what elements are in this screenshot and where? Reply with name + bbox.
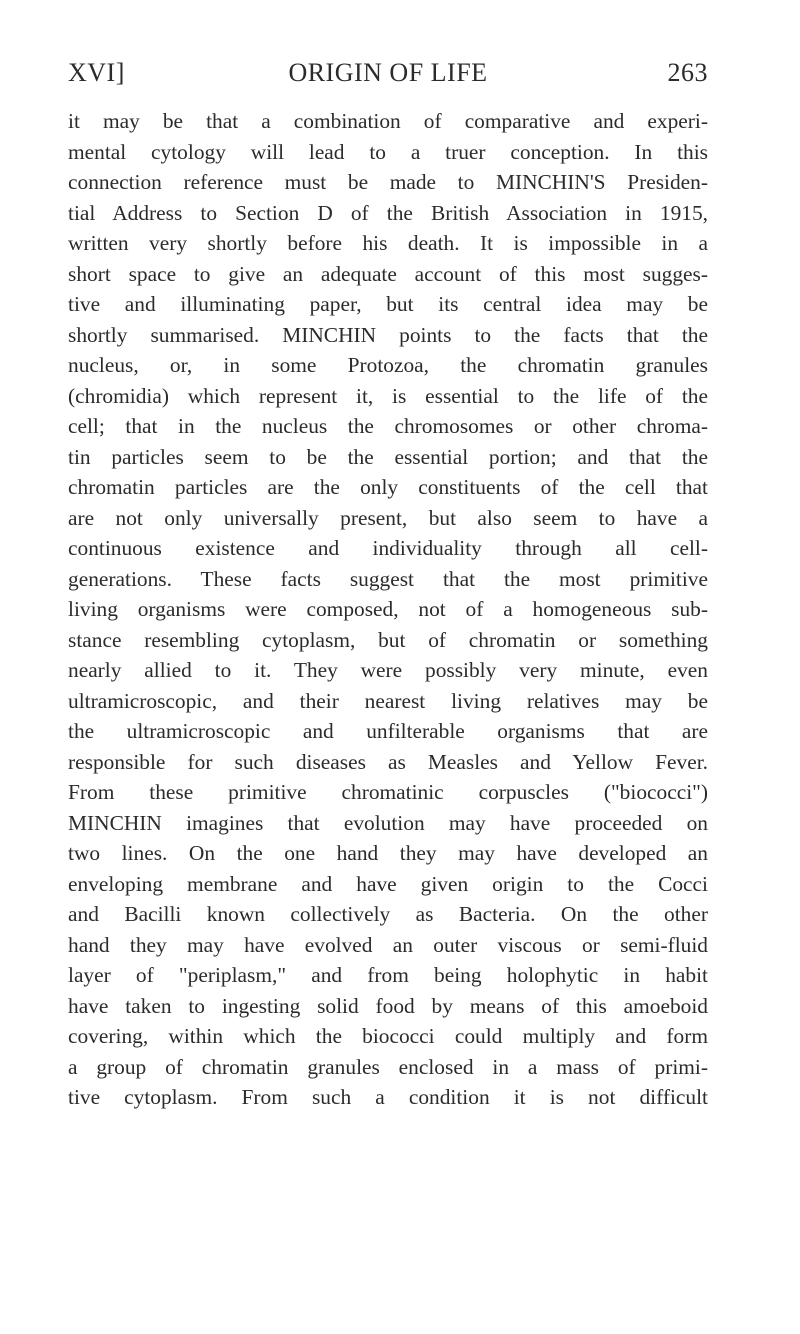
book-page: [68, 58, 708, 1113]
text-line: short space to give an adequate account of this most sugges-: [68, 261, 708, 286]
text-line: tive cytoplasm. From such a condition it is not difficult: [68, 1085, 708, 1109]
text-line: nearly allied to it. They were possibly very minute, even: [68, 658, 708, 682]
text-line: have taken to ingesting solid food by means of this amoeboid: [68, 993, 708, 1018]
text-line: layer of "periplasm," and from being holophytic in habit: [68, 963, 708, 987]
text-line: hand they may have evolved an outer viscous or semi-fluid: [68, 932, 708, 957]
text-line: tive and illuminating paper, but its central idea may be: [68, 292, 708, 316]
chapter-title: ORIGIN OF LIFE: [288, 58, 488, 87]
text-line: living organisms were composed, not of a homogeneous sub-: [68, 597, 708, 621]
running-head: [68, 58, 708, 94]
text-line: tin particles seem to be the essential portion; and that the: [68, 444, 708, 469]
text-line: continuous existence and individuality through all cell-: [68, 536, 708, 560]
body-paragraph: [68, 106, 708, 1113]
text-line: written very shortly before his death. It is impossible in a: [68, 231, 708, 255]
text-line: mental cytology will lead to a truer conception. In this: [68, 139, 708, 164]
text-line: connection reference must be made to MINCHIN'S Presiden-: [68, 170, 708, 194]
text-line: two lines. On the one hand they may have developed an: [68, 841, 708, 865]
page-number: 263: [667, 58, 708, 87]
text-line: are not only universally present, but also seem to have a: [68, 505, 708, 530]
text-line: shortly summarised. MINCHIN points to the facts that the: [68, 322, 708, 347]
text-line: a group of chromatin granules enclosed in a mass of primi-: [68, 1054, 708, 1079]
chapter-number: XVI]: [68, 58, 125, 87]
text-line: From these primitive chromatinic corpuscles ("biococci"): [68, 780, 708, 804]
text-line: ultramicroscopic, and their nearest living relatives may be: [68, 688, 708, 713]
text-line: generations. These facts suggest that the most primitive: [68, 566, 708, 591]
text-line: MINCHIN imagines that evolution may have proceeded on: [68, 810, 708, 835]
text-line: it may be that a combination of comparative and experi-: [68, 109, 708, 133]
text-line: tial Address to Section D of the British Association in 1915,: [68, 200, 708, 225]
text-line: nucleus, or, in some Protozoa, the chromatin granules: [68, 353, 708, 377]
text-line: (chromidia) which represent it, is essential to the life of the: [68, 383, 708, 408]
text-line: stance resembling cytoplasm, but of chromatin or something: [68, 627, 708, 652]
text-line: chromatin particles are the only constituents of the cell that: [68, 475, 708, 499]
text-line: responsible for such diseases as Measles and Yellow Fever.: [68, 749, 708, 774]
text-line: enveloping membrane and have given origin to the Cocci: [68, 871, 708, 896]
text-line: and Bacilli known collectively as Bacteria. On the other: [68, 902, 708, 926]
text-line: cell; that in the nucleus the chromosomes or other chroma-: [68, 414, 708, 438]
text-line: the ultramicroscopic and unfilterable organisms that are: [68, 719, 708, 743]
text-line: covering, within which the biococci could multiply and form: [68, 1024, 708, 1048]
